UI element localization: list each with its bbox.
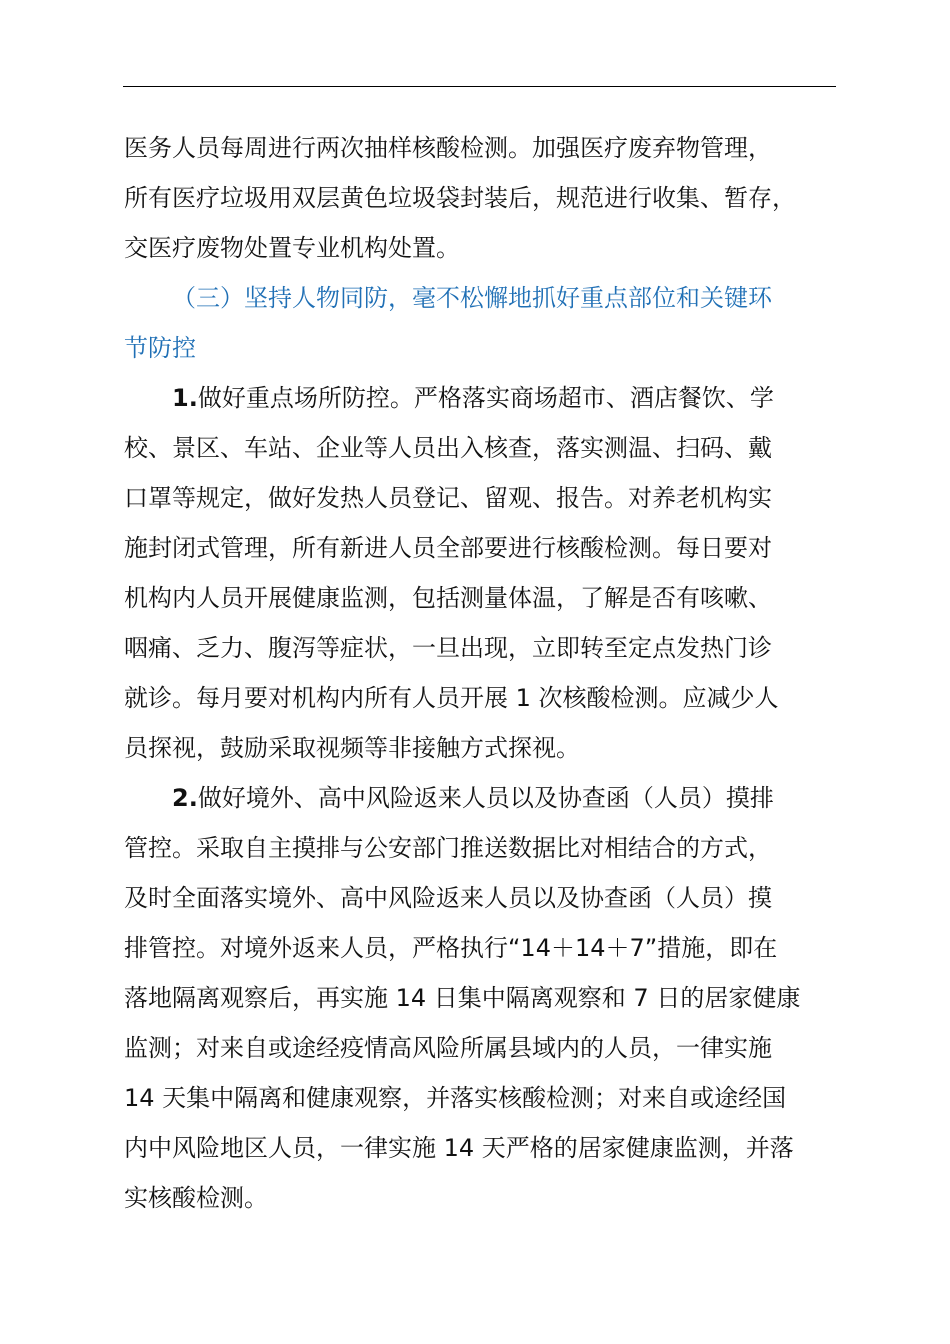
text-line: 就诊。每月要对机构内所有人员开展 1 次核酸检测。应减少人 <box>124 684 779 712</box>
section-heading-line: （三）坚持人物同防，毫不松懈地抓好重点部位和关键环 <box>172 284 772 312</box>
text-line: 咽痛、乏力、腹泻等症状，一旦出现，立即转至定点发热门诊 <box>124 634 772 662</box>
text-line: 落地隔离观察后，再实施 14 日集中隔离观察和 7 日的居家健康 <box>124 984 801 1012</box>
text-line: 及时全面落实境外、高中风险返来人员以及协查函（人员）摸 <box>124 884 772 912</box>
text-line: 排管控。对境外返来人员，严格执行“14＋14＋7”措施，即在 <box>124 934 778 962</box>
header-rule <box>123 86 836 87</box>
text-line: 校、景区、车站、企业等人员出入核查，落实测温、扫码、戴 <box>124 434 772 462</box>
text-line: 机构内人员开展健康监测，包括测量体温，了解是否有咳嗽、 <box>124 584 772 612</box>
text-line: 所有医疗垃圾用双层黄色垃圾袋封装后，规范进行收集、暂存， <box>124 184 796 212</box>
text-line: 管控。采取自主摸排与公安部门推送数据比对相结合的方式， <box>124 834 772 862</box>
item-1-number: 1. <box>172 384 198 412</box>
text-line: 医务人员每周进行两次抽样核酸检测。加强医疗废弃物管理， <box>124 134 772 162</box>
section-heading-line: 节防控 <box>124 334 196 362</box>
item-2-number: 2. <box>172 784 198 812</box>
text-line: 内中风险地区人员，一律实施 14 天严格的居家健康监测，并落 <box>124 1134 794 1162</box>
item-1-title: 做好重点场所防控。严格落实商场超市、酒店餐饮、学 <box>197 384 774 412</box>
text-line: 员探视，鼓励采取视频等非接触方式探视。 <box>124 734 580 762</box>
item-2-first-line <box>172 783 887 813</box>
text-line: 交医疗废物处置专业机构处置。 <box>124 234 460 262</box>
text-line: 监测；对来自或途经疫情高风险所属县域内的人员，一律实施 <box>124 1034 772 1062</box>
text-line: 14 天集中隔离和健康观察，并落实核酸检测；对来自或途经国 <box>124 1084 787 1112</box>
text-line: 施封闭式管理，所有新进人员全部要进行核酸检测。每日要对 <box>124 534 772 562</box>
text-line: 实核酸检测。 <box>124 1184 268 1212</box>
item-1-first-line <box>172 383 887 413</box>
text-line: 口罩等规定，做好发热人员登记、留观、报告。对养老机构实 <box>124 484 772 512</box>
item-2-title: 做好境外、高中风险返来人员以及协查函（人员）摸排 <box>197 784 774 812</box>
